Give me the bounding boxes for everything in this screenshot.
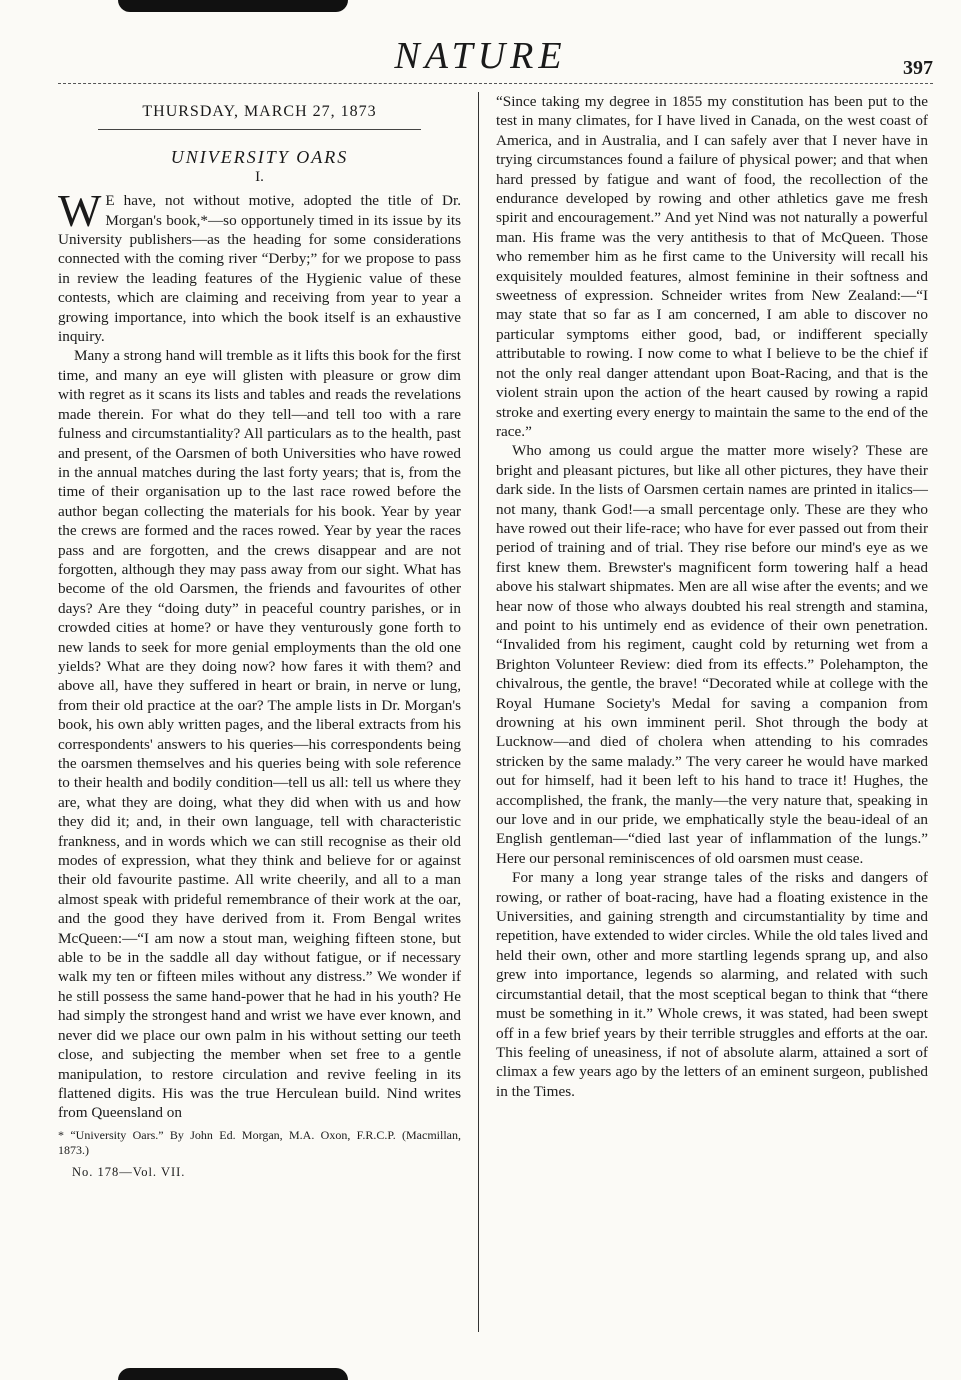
column-divider [478,92,479,1332]
article-paragraph: WE have, not without motive, adopted the title of Dr. Morgan's book,*—so opportunely timed in its issue by its University publishers—as the heading for some considerations connected with the coming river “Derby;” for we propose to pass in review the leading features of the Hygienic value of these contests, which are claiming and receiving from year to year a growing importance, into which the book itself is an exhaustive inquiry. [58,185,461,346]
left-column [58,92,461,1334]
masthead [0,30,961,78]
page-number: 397 [903,57,933,79]
journal-title: NATURE [394,35,567,77]
dateline: THURSDAY, MARCH 27, 1873 [142,103,377,120]
issue-signature: No. 178—Vol. VII. [72,1164,186,1179]
dateline-rule [98,129,421,130]
article-part-number: I. [255,168,264,185]
page-top-ink-mark [118,0,348,12]
header-rule [58,83,933,84]
article-title: UNIVERSITY OARS [170,147,349,168]
article-paragraph: For many a long year strange tales of the risks and dangers of rowing, or rather of boat-racing, have had a floating existence in the Universities, and gaining strength and circumstantiality by time and repetition, have extended to wider circles. While the old tales lived and held their own, other and more startling legends sprang up, and also grew into importance, legends so alarming, and related with such circumstantial detail, that the most sceptical began to think that “there must be something in it.” Whole crews, it was stated, had been swept off in a few brief years by their terrible struggles and efforts at the oar. This feeling of uneasiness, if not of absolute alarm, attained a sort of climax a few years ago by the letters of an eminent surgeon, published in the Times. [496,869,928,1100]
article-paragraph: Many a strong hand will tremble as it lifts this book for the first time, and many an eye will glisten with pleasure or grow dim with regret as it scans its lists and tables and reads the revelations made therein. For what do they tell—and tell too with a rare fulness and circumstantiality? All particulars as to the health, past and present, of the Oarsmen of both Universities who have rowed in the annual matches during the last forty years; that is, from the time of their organisation up to the last race rowed before the author began collecting the materials for his book. Year by year the crews are formed and the races rowed. Year by year the races pass and are forgotten, and the crews disappear and are not forgotten, although they may pass away from our sight. What has become of the old Oarsmen, the friends and favourites of other days? Are they “doing duty” in peaceful country parishes, or in crowded cities at home? or have they venturously gone forth to new lands to seek for more genial employments than the old one yields? What are they doing now? how fares it with them? and above all, have they suffered in heart or brain, in nerve or lung, from their old practice at the oar? The ample lists in Dr. Morgan's book, his own ably written pages, and the liberal extracts from his correspondents' answers to his queries—his correspondents being the oarsmen themselves and his queries being with sole reference to their health and bodily condition—tell us all: tell us where they are, what they are doing, what they did when with us and how they did it; and, in their own language, tell with characteristic frankness, and in words which we can still recognise as their old modes of expression, what they think and believe for or against their old favourite pastime. All write cheerily, and all to a man almost speak with prideful remembrance of their work at the oar, and the good they have derived from it. From Bengal writes McQueen:—“I am now a stout man, weighing fifteen stone, but able to be in the saddle all day without fatigue, or if necessary walk my ten or fifteen miles without any distress.” We wonder if he still possess the same hand-power that he had in his youth? He had simply the strongest hand and wrist we have ever known, and never did we place our own palm in his without setting our teeth close, and subjecting the member when set free to a gentle manipulation, to restore circulation and revive feeling in its flattened digits. His was the true Herculean build. Nind writes from Queensland on [58,347,461,1122]
footnote: * “University Oars.” By John Ed. Morgan, M.A. Oxon, F.R.C.P. (Macmillan, 1873.) [58,1127,461,1157]
article-paragraph: “Since taking my degree in 1855 my constitution has been put to the test in many climates, for I have lived in Canada, on the west coast of America, and in Australia, and I can safely aver that I never have in trying circumstances found a failure of physical power; and that when hard pressed by fatigue and want of food, the recollection of the endurance developed by rowing and other athletics gave me fresh spirit and encouragement.” And yet Nind was not naturally a powerful man. His frame was the very antithesis to that of McQueen. Those who remember him as he first came to the University will recall his exquisitely moulded features, almost feminine in their softness and sweetness of expression. Schneider writes from New Zealand:—“I may state that so far as I am concerned, I am able to discover no particular symptoms either good, bad, or indifferent specially attributable to rowing. I now come to what I believe to be the chief if not the only real danger attendant upon Boat-Racing, and that is the violent strain upon the action of the heart caused by rowing a rapid stroke and exerting every energy to maintain the same to the end of the race.” [496,93,928,440]
article-paragraph: Who among us could argue the matter more wisely? These are bright and pleasant pictures, but like all other pictures, they have their dark side. In the lists of Oarsmen certain names are printed in italics—not many, thank God!—a small percentage only. These are they who have rowed out their life-race; who have for ever passed out from their period of training and of trial. They rise before our mind's eye as we first knew them. Brewster's magnificent form towering half a head above his stalwart shipmates. Men are all wise after the events; and we hear now of those who always doubted his real strength and stamina, and point to his untimely end as evidence of their own penetration. “Invalided from his regiment, caught cold by returning wet from a Brighton Volunteer Review: died from its effects.” Polehampton, the chivalrous, the gentle, the brave! “Decorated while at college with the Royal Humane Society's Medal for saving a companion from drowning at his own imminent peril. Shot through the body at Lucknow—and died of cholera when attending to his comrades stricken by the same malady.” The very career he would have marked out for himself, had it been left to his hand to trace it! Hughes, the accomplished, the frank, the manly—the very nature that, speaking in our love and in our pride, we emphatically style the beau-ideal of an English gentleman—“died last year of inflammation of the lungs.” Here our personal reminiscences of old oarsmen must cease. [496,442,928,867]
page-bottom-ink-mark [118,1368,348,1380]
right-column [496,92,928,1334]
